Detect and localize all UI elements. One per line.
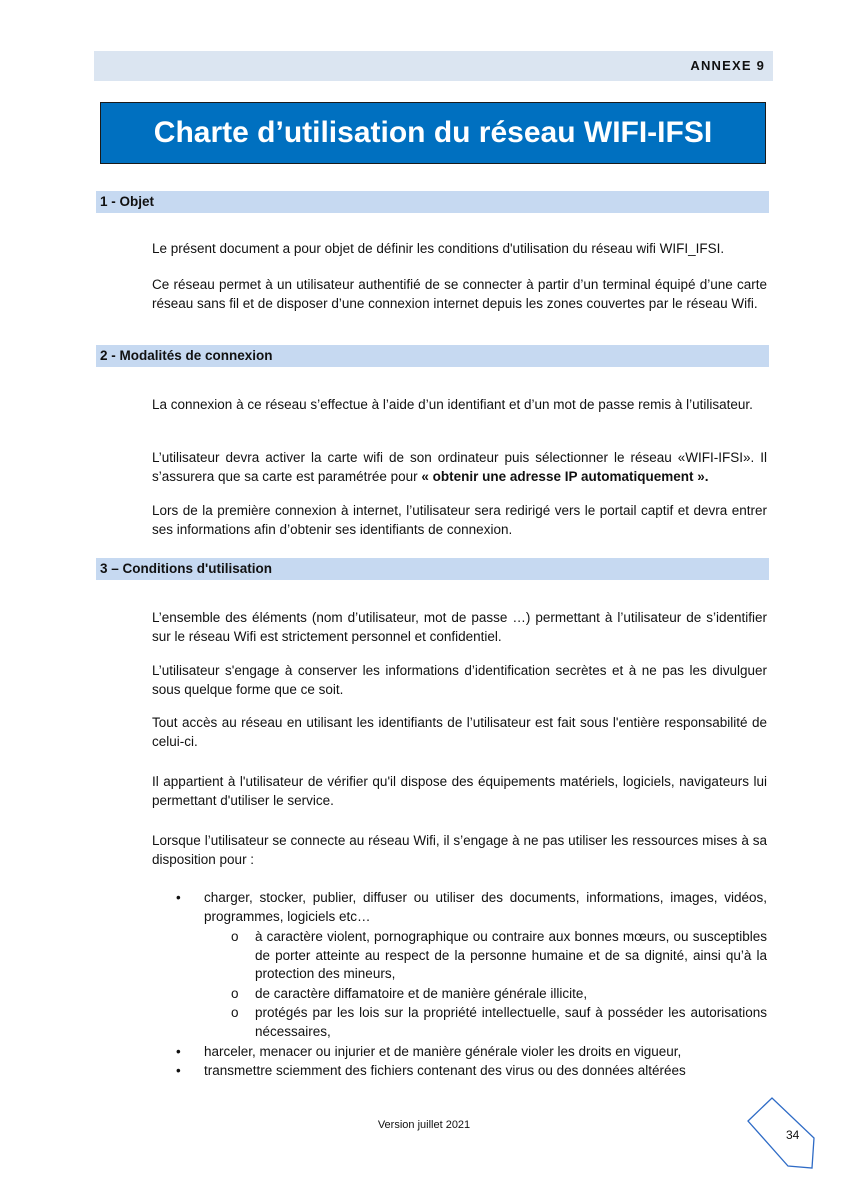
footer-version: Version juillet 2021 — [377, 1119, 471, 1131]
section-heading-text: 1 - Objet — [100, 194, 155, 209]
paragraph: Il appartient à l'utilisateur de vérifier qu'il dispose des équipements matériels, logiciels, navigateurs lui permettant d'utiliser le service. — [152, 774, 767, 808]
section-heading-objet — [96, 191, 769, 213]
sub-bullet-icon: o — [231, 1005, 239, 1020]
page-number: 34 — [786, 1128, 800, 1142]
paragraph: Lors de la première connexion à internet, l’utilisateur sera redirigé vers le portail captif et devra entrer ses informations afin d’obtenir ses identifiants de connexion. — [152, 503, 767, 537]
sub-bullet-icon: o — [231, 986, 239, 1001]
document-title-box — [100, 102, 766, 164]
bullet-icon: • — [176, 890, 181, 905]
list-item: harceler, menacer ou injurier et de manière générale violer les droits en vigueur, — [204, 1044, 682, 1059]
sub-list-item: protégés par les lois sur la propriété intellectuelle, sauf à posséder les autorisations nécessaires, — [255, 1005, 767, 1039]
sub-list-item: à caractère violent, pornographique ou contraire aux bonnes mœurs, ou susceptibles de porter atteinte au respect de la personne humaine et de sa dignité, ainsi qu’à la protection des mineurs, — [255, 929, 767, 981]
section-heading-text: 3 – Conditions d'utilisation — [100, 561, 272, 576]
section-heading-text: 2 - Modalités de connexion — [100, 348, 273, 363]
sub-bullet-icon: o — [231, 929, 239, 944]
annex-header-bar — [94, 51, 773, 81]
document-title: Charte d’utilisation du réseau WIFI-IFSI — [153, 116, 713, 149]
paragraph: Tout accès au réseau en utilisant les identifiants de l’utilisateur est fait sous l'entière responsabilité de celui-ci. — [152, 715, 767, 749]
page-corner-icon — [740, 1096, 824, 1172]
section-heading-conditions — [96, 558, 769, 580]
annex-label: ANNEXE 9 — [690, 58, 765, 73]
paragraph: L’ensemble des éléments (nom d’utilisateur, mot de passe …) permettant à l’utilisateur de s’identifier sur le réseau Wifi est strictement personnel et confidentiel. — [152, 610, 767, 644]
paragraph-ip-config — [152, 449, 767, 486]
bullet-icon: • — [176, 1044, 181, 1059]
paragraph-emphasis: « obtenir une adresse IP automatiquement ». — [421, 468, 709, 484]
paragraph: Lorsque l’utilisateur se connecte au réseau Wifi, il s’engage à ne pas utiliser les ressources mises à sa disposition pour : — [152, 833, 767, 867]
list-item: charger, stocker, publier, diffuser ou utiliser des documents, informations, images, vidéos, programmes, logiciels etc… — [204, 890, 767, 924]
section-heading-modalites — [96, 345, 769, 367]
paragraph: Le présent document a pour objet de définir les conditions d'utilisation du réseau wifi WIFI_IFSI. — [152, 241, 725, 256]
paragraph: La connexion à ce réseau s’effectue à l’aide d’un identifiant et d’un mot de passe remis à l’utilisateur. — [152, 397, 753, 412]
sub-list-item: de caractère diffamatoire et de manière générale illicite, — [255, 986, 588, 1001]
list-item: transmettre sciemment des fichiers contenant des virus ou des données altérées — [204, 1063, 686, 1078]
paragraph-text: L’utilisateur devra activer la carte wifi de son ordinateur puis sélectionner le réseau «WIFI-IFSI». Il s’assurera que sa carte est paramétrée pour — [152, 450, 767, 484]
paragraph: Ce réseau permet à un utilisateur authentifié de se connecter à partir d’un terminal équipé d’une carte réseau sans fil et de disposer d’une connexion internet depuis les zones couvertes par le réseau Wifi. — [152, 277, 767, 311]
bullet-icon: • — [176, 1063, 181, 1078]
paragraph: L’utilisateur s'engage à conserver les informations d’identification secrètes et à ne pas les divulguer sous quelque forme que ce soit. — [152, 663, 767, 697]
